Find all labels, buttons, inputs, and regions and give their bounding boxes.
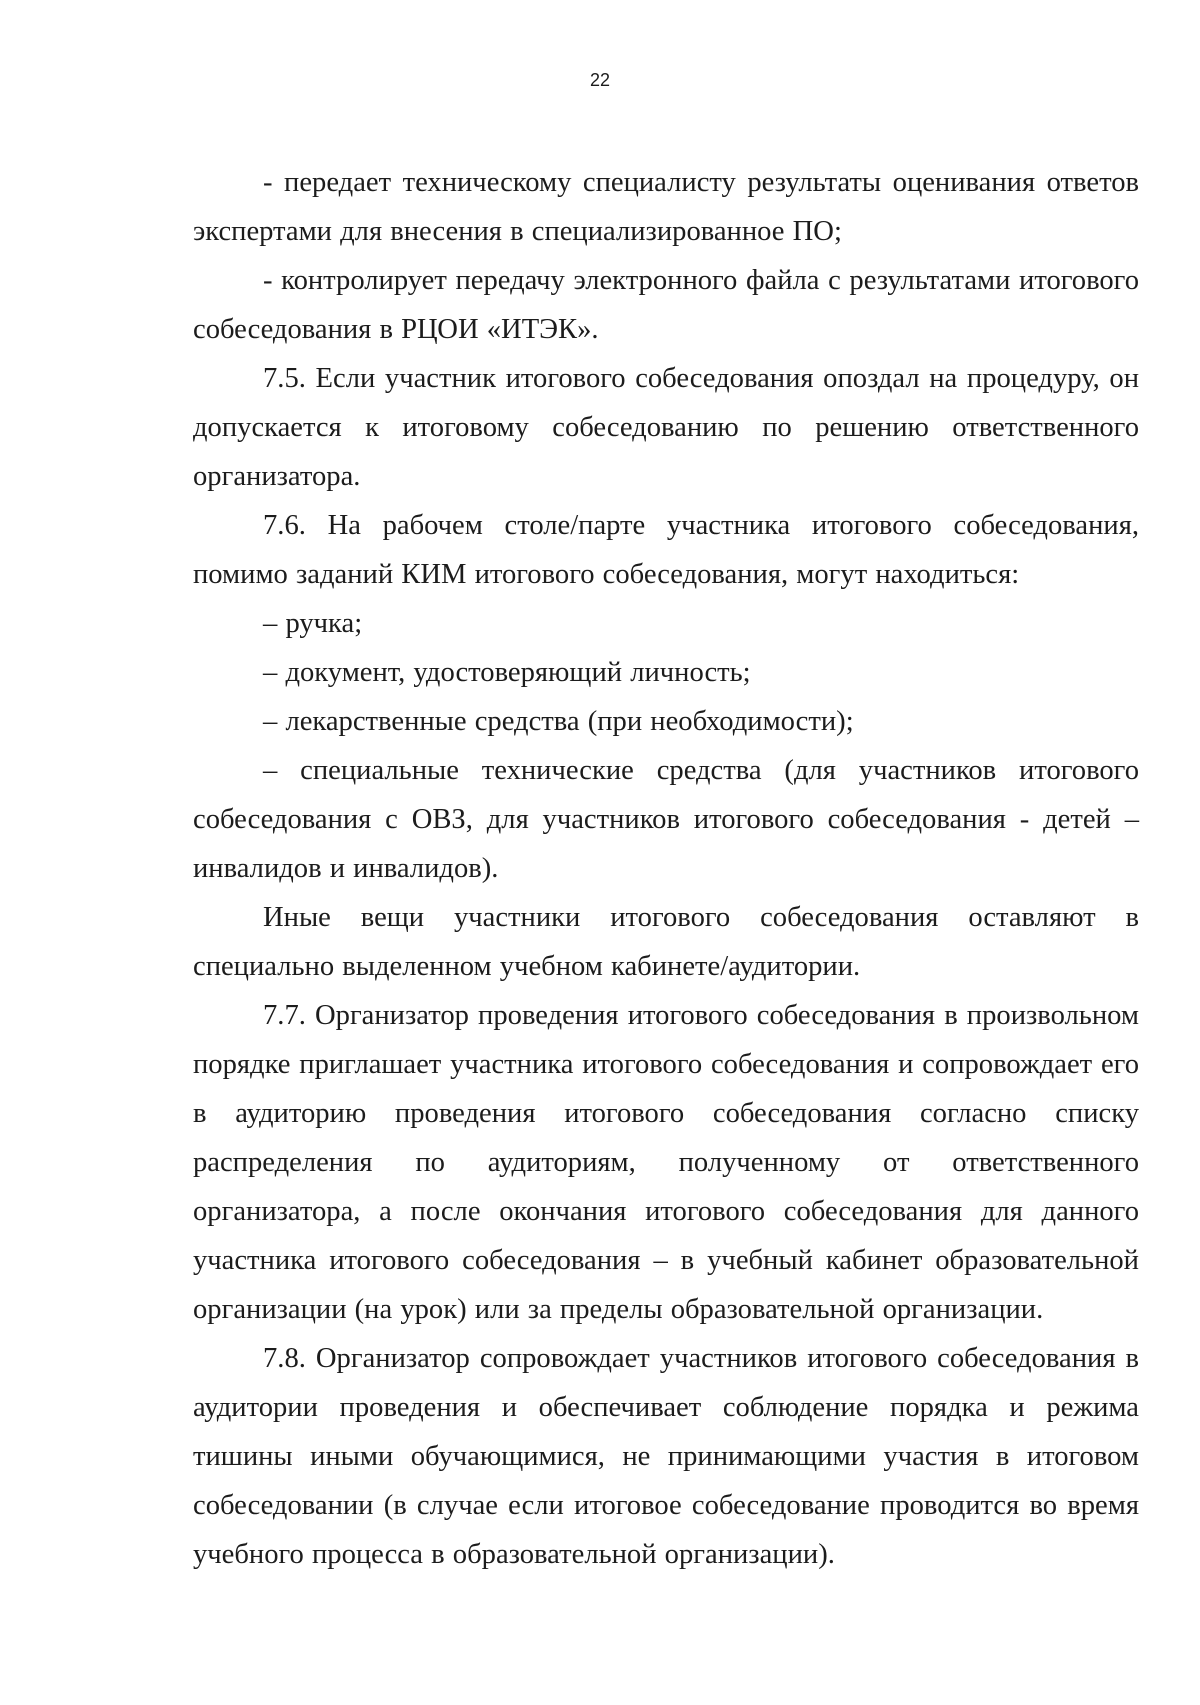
document-body <box>193 158 1139 1579</box>
list-item-id-document: – документ, удостоверяющий личность; <box>263 657 751 688</box>
paragraph-7-5-late-participant: 7.5. Если участник итогового собеседования опоздал на процедуру, он допускается к итоговому собеседованию по решению ответственного организатора. <box>193 363 1139 492</box>
list-item-medicines: – лекарственные средства (при необходимости); <box>263 706 854 737</box>
list-item-special-equipment: – специальные технические средства (для участников итогового собеседования с ОВЗ, для участников итогового собеседования - детей – инвалидов и инвалидов). <box>193 755 1139 884</box>
list-item-pen: – ручка; <box>263 608 363 639</box>
paragraph-7-7-organizer-escort: 7.7. Организатор проведения итогового собеседования в произвольном порядке приглашает участника итогового собеседования и сопровождает его в аудиторию проведения итогового собеседования согласно списку распределения по аудиториям, полученному от ответственного организатора, а после окончания итогового собеседования для данного участника итогового собеседования – в учебный кабинет образовательной организации (на урок) или за пределы образовательной организации. <box>193 1000 1139 1325</box>
paragraph-other-belongings: Иные вещи участники итогового собеседования оставляют в специально выделенном учебном кабинете/аудитории. <box>193 902 1139 982</box>
paragraph-transfer-results: - передает техническому специалисту результаты оценивания ответов экспертами для внесения в специализированное ПО; <box>193 167 1139 247</box>
page-number: 22 <box>589 70 611 90</box>
paragraph-control-file-transfer: - контролирует передачу электронного файла с результатами итогового собеседования в РЦОИ «ИТЭК». <box>193 265 1139 345</box>
paragraph-7-8-order-and-silence: 7.8. Организатор сопровождает участников итогового собеседования в аудитории проведения и обеспечивает соблюдение порядка и режима тишины иными обучающимися, не принимающими участия в итоговом собеседовании (в случае если итоговое собеседование проводится во время учебного процесса в образовательной организации). <box>193 1343 1139 1570</box>
paragraph-7-6-desk-items: 7.6. На рабочем столе/парте участника итогового собеседования, помимо заданий КИМ итогового собеседования, могут находиться: <box>193 510 1139 590</box>
